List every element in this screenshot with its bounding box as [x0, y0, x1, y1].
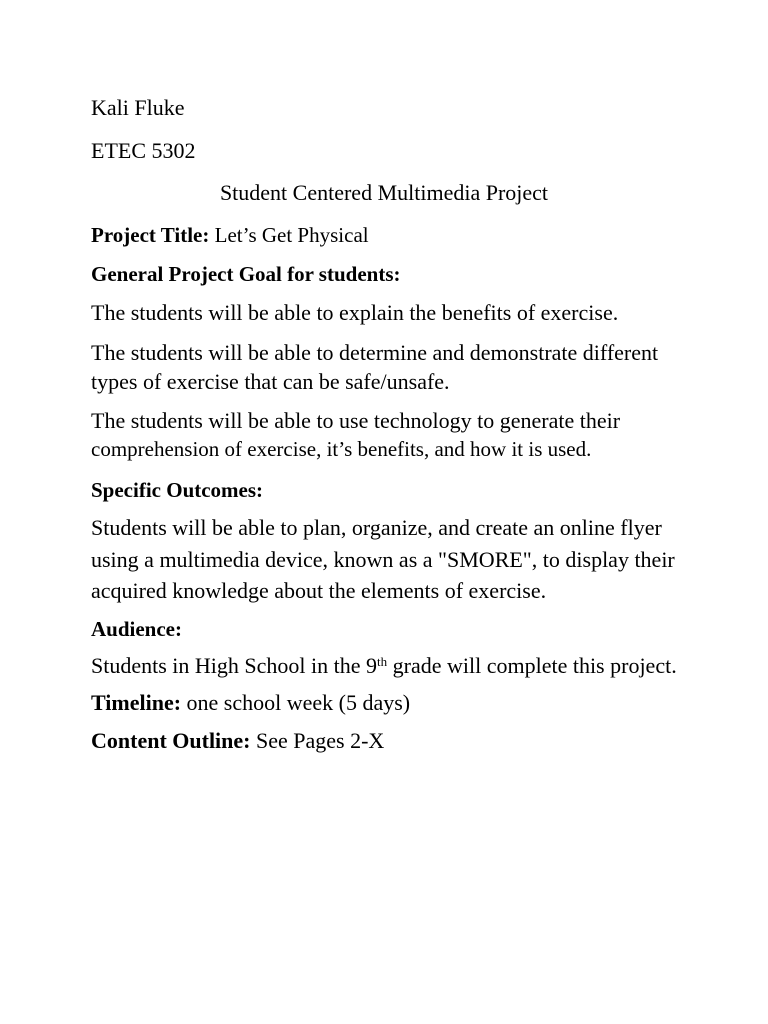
outcomes-line-2: using a multimedia device, known as a "SMORE", to display their — [91, 547, 675, 572]
timeline-value: one school week (5 days) — [181, 690, 411, 715]
audience-text-before: Students in High School in the 9 — [91, 653, 377, 678]
goal-1: The students will be able to explain the benefits of exercise. — [91, 300, 619, 325]
outcomes-heading: Specific Outcomes: — [91, 478, 264, 502]
project-title-line — [91, 222, 369, 248]
content-outline-label: Content Outline: — [91, 728, 251, 753]
goal-2-line-1: The students will be able to determine and demonstrate different — [91, 340, 659, 365]
project-title-label: Project Title: — [91, 223, 210, 247]
audience-text-after: grade will complete this project. — [387, 653, 677, 678]
content-outline-line — [91, 728, 384, 754]
goal-3-line-2: comprehension of exercise, it’s benefits, and how it is used. — [91, 437, 592, 461]
audience-superscript: th — [377, 654, 388, 669]
document-title: Student Centered Multimedia Project — [219, 180, 549, 205]
outcomes-line-3: acquired knowledge about the elements of exercise. — [91, 578, 547, 603]
content-outline-value: See Pages 2-X — [250, 728, 385, 753]
audience-heading: Audience: — [91, 617, 182, 641]
author-name: Kali Fluke — [91, 95, 185, 120]
timeline-label: Timeline: — [91, 690, 182, 715]
goal-heading: General Project Goal for students: — [91, 262, 401, 286]
timeline-line — [91, 690, 410, 716]
goal-3-line-1: The students will be able to use technology to generate their — [91, 408, 621, 433]
course-code: ETEC 5302 — [91, 138, 196, 163]
project-title-value: Let’s Get Physical — [214, 223, 369, 247]
audience-line — [91, 653, 677, 679]
outcomes-line-1: Students will be able to plan, organize, and create an online flyer — [91, 515, 662, 540]
goal-2-line-2: types of exercise that can be safe/unsafe. — [91, 369, 450, 394]
